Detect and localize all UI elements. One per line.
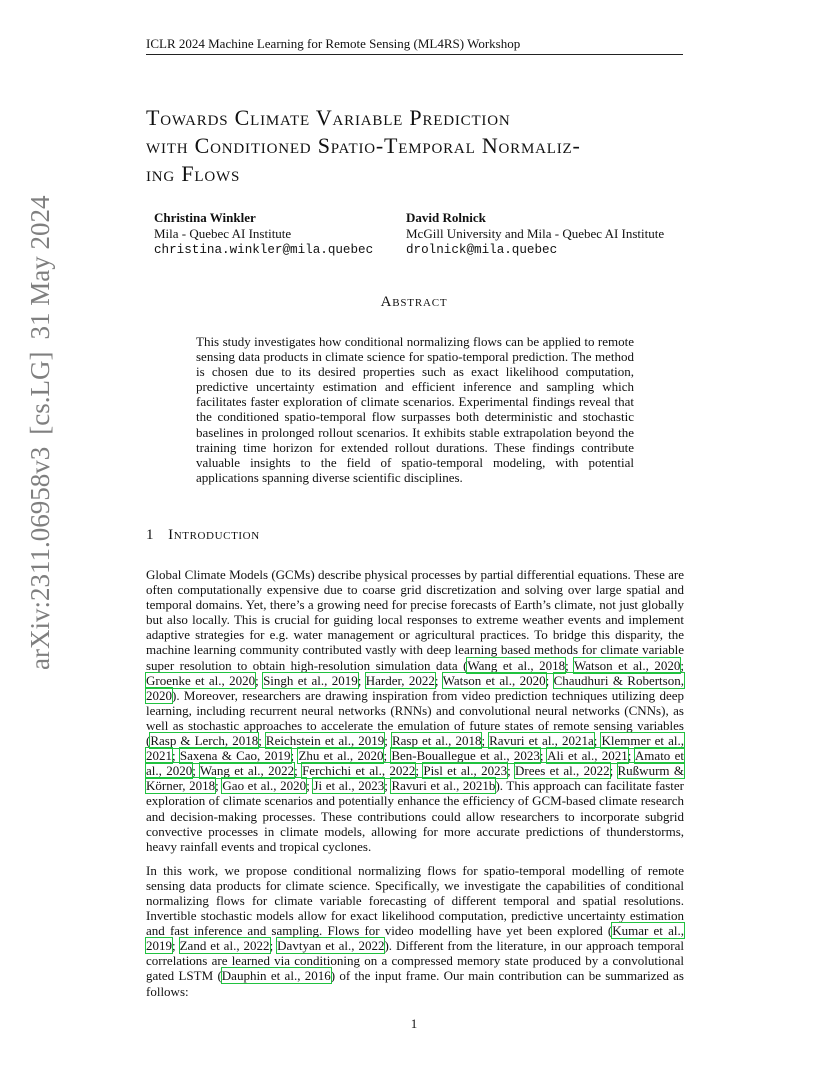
citation-group: Rasp & Lerch, 2018; Reichstein et al., 2019; Rasp et al., 2018; Ravuri et al., 2021a; Klemmer et al., 2021; Saxena & Cao, 2019; Zhu et al., 2020; Ben-Bouallegue et al., 2023; Ali et al., 2021; Amato et al., 2020; Wang et al., 2022; Ferchichi et al., 2022; Pisl et al., 2023; Drees et al., 2022; Rußwurm & Körner, 2018; Gao et al., 2020; Ji et al., 2023; Ravuri et al., 2021b — [146, 733, 684, 794]
arxiv-id: arXiv:2311.06958v3 — [25, 446, 55, 670]
page-number: 1 — [410, 1016, 418, 1031]
citation-link[interactable]: Ben-Bouallegue et al., 2023 — [391, 748, 540, 764]
citation-link[interactable]: Saxena & Cao, 2019 — [179, 748, 291, 764]
citation-link[interactable]: Watson et al., 2020 — [573, 657, 681, 673]
para1-text-2: ). Moreover, researchers are drawing inspiration from video prediction techniques utilizing deep learning, including recurrent neural networks (RNNs) and convolutional neural networks (CNNs), as well as stochastic approaches to accelerate the emulation of future states of remote sensing variables ( — [146, 687, 684, 749]
author-affiliation: Mila - Quebec AI Institute — [154, 226, 292, 241]
para2-text-1: In this work, we propose conditional normalizing flows for spatio-temporal modelling of remote sensing data products for climate science. Specifically, we investigate the capabilities of conditional normalizing flows for climate variable forecasting of different temporal and spatial resolutions. Invertible stochastic models allow for exact likelihood computation, predictive uncertainty estimation and fast inference and sampling. Flows for video modelling have yet been explored ( — [146, 862, 684, 939]
para1-text-1: Global Climate Models (GCMs) describe physical processes by partial differential equations. These are often computationally expensive due to coarse grid discretization and solving over large spatial and temporal domains. Yet, there’s a growing need for precise forecasts of Earth’s climate, not just globally but also locally. This is crucial for guiding local responses to extreme weather events and implement adaptive strategies for e.g. water management or agricultural practices. To bridge this disparity, the machine learning community contributed vastly with deep learning based methods for climate variable super resolution to obtain high-resolution simulation data ( — [146, 567, 684, 673]
citation-link[interactable]: Rasp & Lerch, 2018 — [150, 733, 259, 749]
citation-link[interactable]: Ravuri et al., 2021a — [489, 733, 594, 749]
citation-link[interactable]: Singh et al., 2019 — [263, 672, 358, 688]
citation-group: Wang et al., 2018; Watson et al., 2020; Groenke et al., 2020; Singh et al., 2019; Harder, 2022; Watson et al., 2020; Chaudhuri & Robertson, 2020 — [146, 657, 684, 703]
paragraph-1 — [146, 567, 684, 854]
author-block-1 — [154, 210, 373, 258]
running-header: ICLR 2024 Machine Learning for Remote Sensing (ML4RS) Workshop — [146, 36, 683, 55]
author-name: David Rolnick — [406, 210, 486, 225]
citation-link[interactable]: Dauphin et al., 2016 — [221, 968, 331, 984]
citation-link[interactable]: Davtyan et al., 2022 — [277, 938, 385, 954]
para1-text-3: ). This approach can facilitate faster exploration of climate scenarios and potentially enhance the efficiency of GCM-based climate research and decision-making processes. These contributions could allow researchers to incorporate subgrid convective processes in climate models, allowing for more accurate predictions of thunderstorms, heavy rainfall events and tropical cyclones. — [146, 778, 684, 854]
abstract-text: This study investigates how conditional normalizing flows can be applied to remote sensing data products in climate science for spatio-temporal prediction. The method is chosen due to its desired properties such as exact likelihood computation, predictive uncertainty estimation and efficient inference and sampling which facilitates faster exploration of climate scenarios. Experimental findings reveal that the conditioned spatio-temporal flow surpasses both deterministic and stochastic baselines in prolonged rollout scenarios. It exhibits stable extrapolation beyond the training time horizon for extended rollout durations. These findings contribute valuable insights to the field of spatio-temporal modeling, with potential applications spanning diverse scientific disciplines. — [196, 334, 634, 485]
section-title: Introduction — [168, 527, 260, 543]
para2-text-2: ). Different from the literature, in our approach temporal correlations are learned via conditioning on a compressed memory state produced by a convolutional gated LSTM ( — [146, 938, 684, 984]
arxiv-side-identifier[interactable] — [22, 195, 58, 676]
citation-link[interactable]: Zhu et al., 2020 — [298, 748, 384, 764]
author-email: christina.winkler@mila.quebec — [154, 243, 374, 257]
citation-link[interactable]: Ferchichi et al., 2022 — [302, 763, 416, 779]
citation-link[interactable]: Ali et al., 2021 — [547, 748, 628, 764]
citation-link[interactable]: Wang et al., 2022 — [199, 763, 295, 779]
title-line-1: Towards Climate Variable Prediction — [146, 105, 511, 130]
citation-link[interactable]: Groenke et al., 2020 — [146, 672, 256, 688]
citation-link[interactable]: Harder, 2022 — [365, 672, 435, 688]
citation-link[interactable]: Amato et al., 2020 — [146, 748, 684, 779]
citation-link[interactable]: Chaudhuri & Robertson, 2020 — [146, 672, 684, 703]
para2-text-3: ) of the input frame. Our main contribution can be summarized as follows: — [146, 968, 684, 999]
citation-group: Kumar et al., 2019; Zand et al., 2022; Davtyan et al., 2022 — [146, 923, 684, 954]
citation-link[interactable]: Rasp et al., 2018 — [391, 733, 482, 749]
title-line-3: ing Flows — [146, 161, 241, 186]
author-block-2 — [406, 210, 664, 258]
arxiv-category: [cs.LG] — [25, 351, 55, 435]
citation-link[interactable]: Rußwurm & Körner, 2018 — [146, 763, 684, 794]
citation-link[interactable]: Kumar et al., 2019 — [146, 923, 684, 954]
citation-link[interactable]: Klemmer et al., 2021 — [146, 733, 684, 764]
author-name: Christina Winkler — [154, 210, 256, 225]
citation-link[interactable]: Watson et al., 2020 — [442, 672, 546, 688]
citation-link[interactable]: Reichstein et al., 2019 — [265, 733, 385, 749]
body-text — [146, 567, 684, 1008]
title-line-2: with Conditioned Spatio-Temporal Normaliz- — [146, 133, 581, 158]
citation-link[interactable]: Gao et al., 2020 — [222, 778, 307, 794]
citation-link[interactable]: Wang et al., 2018 — [467, 657, 566, 673]
section-heading — [146, 527, 260, 544]
abstract-heading: Abstract — [380, 294, 448, 310]
citation-link[interactable]: Zand et al., 2022 — [179, 938, 270, 954]
author-email: drolnick@mila.quebec — [406, 243, 558, 257]
citation-link[interactable]: Ravuri et al., 2021b — [391, 778, 496, 794]
citation-link[interactable]: Ji et al., 2023 — [313, 778, 385, 794]
citation-link[interactable]: Drees et al., 2022 — [515, 763, 610, 779]
paper-title — [146, 104, 706, 188]
arxiv-date: 31 May 2024 — [25, 195, 55, 340]
citation-link[interactable]: Pisl et al., 2023 — [423, 763, 508, 779]
paragraph-2 — [146, 863, 684, 999]
author-affiliation: McGill University and Mila - Quebec AI Institute — [406, 226, 665, 241]
section-number: 1 — [146, 527, 155, 543]
